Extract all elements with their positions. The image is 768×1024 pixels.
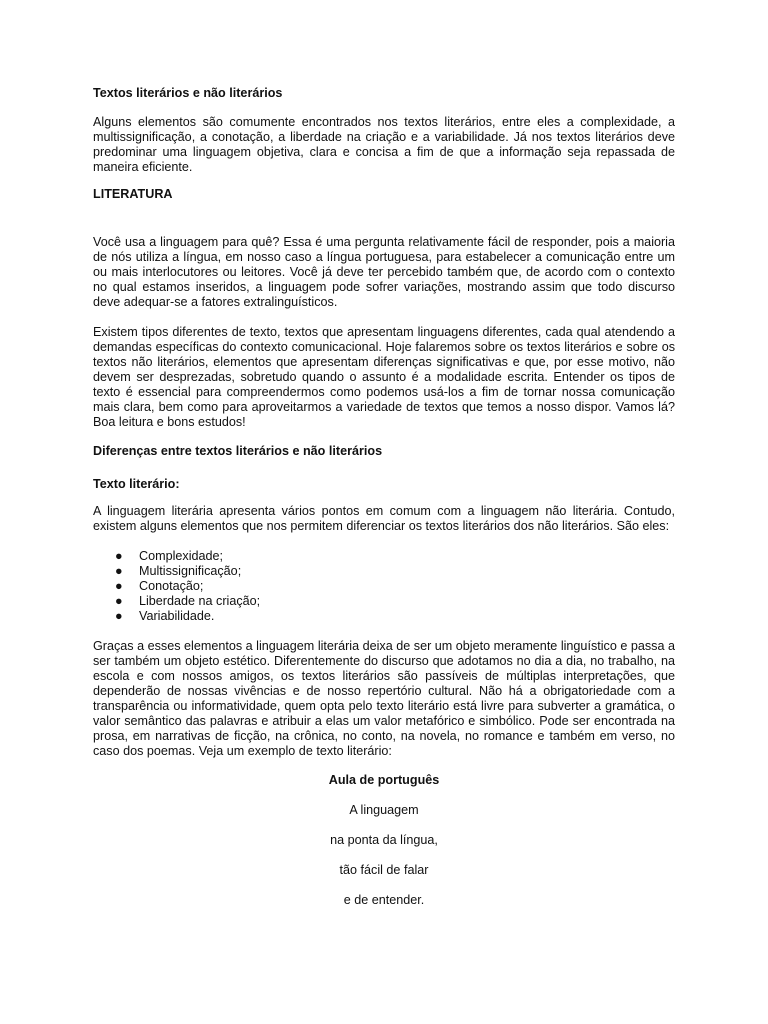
bullet-icon: ● (115, 549, 123, 563)
heading-texto-literario: Texto literário: (93, 477, 180, 491)
paragraph-gracas: Graças a esses elementos a linguagem literária deixa de ser um objeto meramente linguístico e passa a ser também um objeto estético. Diferentemente do discurso que adotamos no dia a dia, no trabalho, na escola e com nossos amigos, os textos literários são passíveis de múltiplas interpretações, que dependerão de nossas vivências e de nosso repertório cultural. Não há a obrigatoriedade com a transparência ou informatividade, quem opta pelo texto literário está livre para subverter a gramática, o valor semântico das palavras e atribuir a elas um valor metafórico e simbólico. Pode ser encontrada na prosa, em narrativas de ficção, na crônica, no conto, na novela, no romance e também em verso, no caso dos poemas. Veja um exemplo de texto literário: (93, 639, 675, 758)
bullet-icon: ● (115, 579, 123, 593)
list-item-text: Liberdade na criação; (139, 594, 261, 608)
list-item (93, 594, 675, 609)
poem (93, 803, 675, 908)
poem-line: tão fácil de falar (339, 863, 429, 877)
subheading-diferencas: Diferenças entre textos literários e não literários (93, 444, 383, 458)
bullet-icon: ● (115, 564, 123, 578)
poem-line: na ponta da língua, (330, 833, 438, 847)
poem-line: e de entender. (343, 893, 425, 907)
list-item-text: Variabilidade. (139, 609, 215, 623)
characteristics-list (93, 549, 675, 624)
poem-title: Aula de português (328, 773, 440, 787)
list-item-text: Multissignificação; (139, 564, 242, 578)
document-page (93, 86, 675, 908)
list-item (93, 579, 675, 594)
intro-paragraph: Alguns elementos são comumente encontrados nos textos literários, entre eles a complexidade, a multissignificação, a conotação, a liberdade na criação e a variabilidade. Já nos textos literários deve predominar uma linguagem objetiva, clara e concisa a fim de que a informação seja repassada de maneira eficiente. (93, 115, 675, 174)
bullet-icon: ● (115, 594, 123, 608)
document-title: Textos literários e não literários (93, 86, 283, 100)
paragraph-tipos-texto: Existem tipos diferentes de texto, textos que apresentam linguagens diferentes, cada qual atendendo a demandas específicas do contexto comunicacional. Hoje falaremos sobre os textos literários e sobre os textos não literários, elementos que apresentam diferenças significativas e que, por esse motivo, não devem ser desprezadas, sobretudo quando o assunto é a modalidade escrita. Entender os tipos de texto é essencial para compreendermos como podemos usá-los a fim de tornar nossa comunicação mais clara, bem como para aproveitarmos a variedade de textos que temos a nosso dispor. Vamos lá? Boa leitura e bons estudos! (93, 325, 675, 429)
list-item-text: Complexidade; (139, 549, 224, 563)
bullet-icon: ● (115, 609, 123, 623)
paragraph-linguagem: Você usa a linguagem para quê? Essa é uma pergunta relativamente fácil de responder, pois a maioria de nós utiliza a língua, em nosso caso a língua portuguesa, para estabelecer a comunicação entre um ou mais interlocutores ou leitores. Você já deve ter percebido também que, de acordo com o contexto no qual estamos inseridos, a linguagem pode sofrer variações, mostrando assim que todo discurso deve adequar-se a fatores extralinguísticos. (93, 235, 675, 309)
list-item (93, 564, 675, 579)
section-heading: LITERATURA (93, 187, 173, 201)
list-item (93, 609, 675, 624)
paragraph-linguagem-literaria: A linguagem literária apresenta vários pontos em comum com a linguagem não literária. Contudo, existem alguns elementos que nos permitem diferenciar os textos literários dos não literários. São eles: (93, 504, 675, 533)
poem-line: A linguagem (349, 803, 419, 817)
list-item (93, 549, 675, 564)
list-item-text: Conotação; (139, 579, 204, 593)
